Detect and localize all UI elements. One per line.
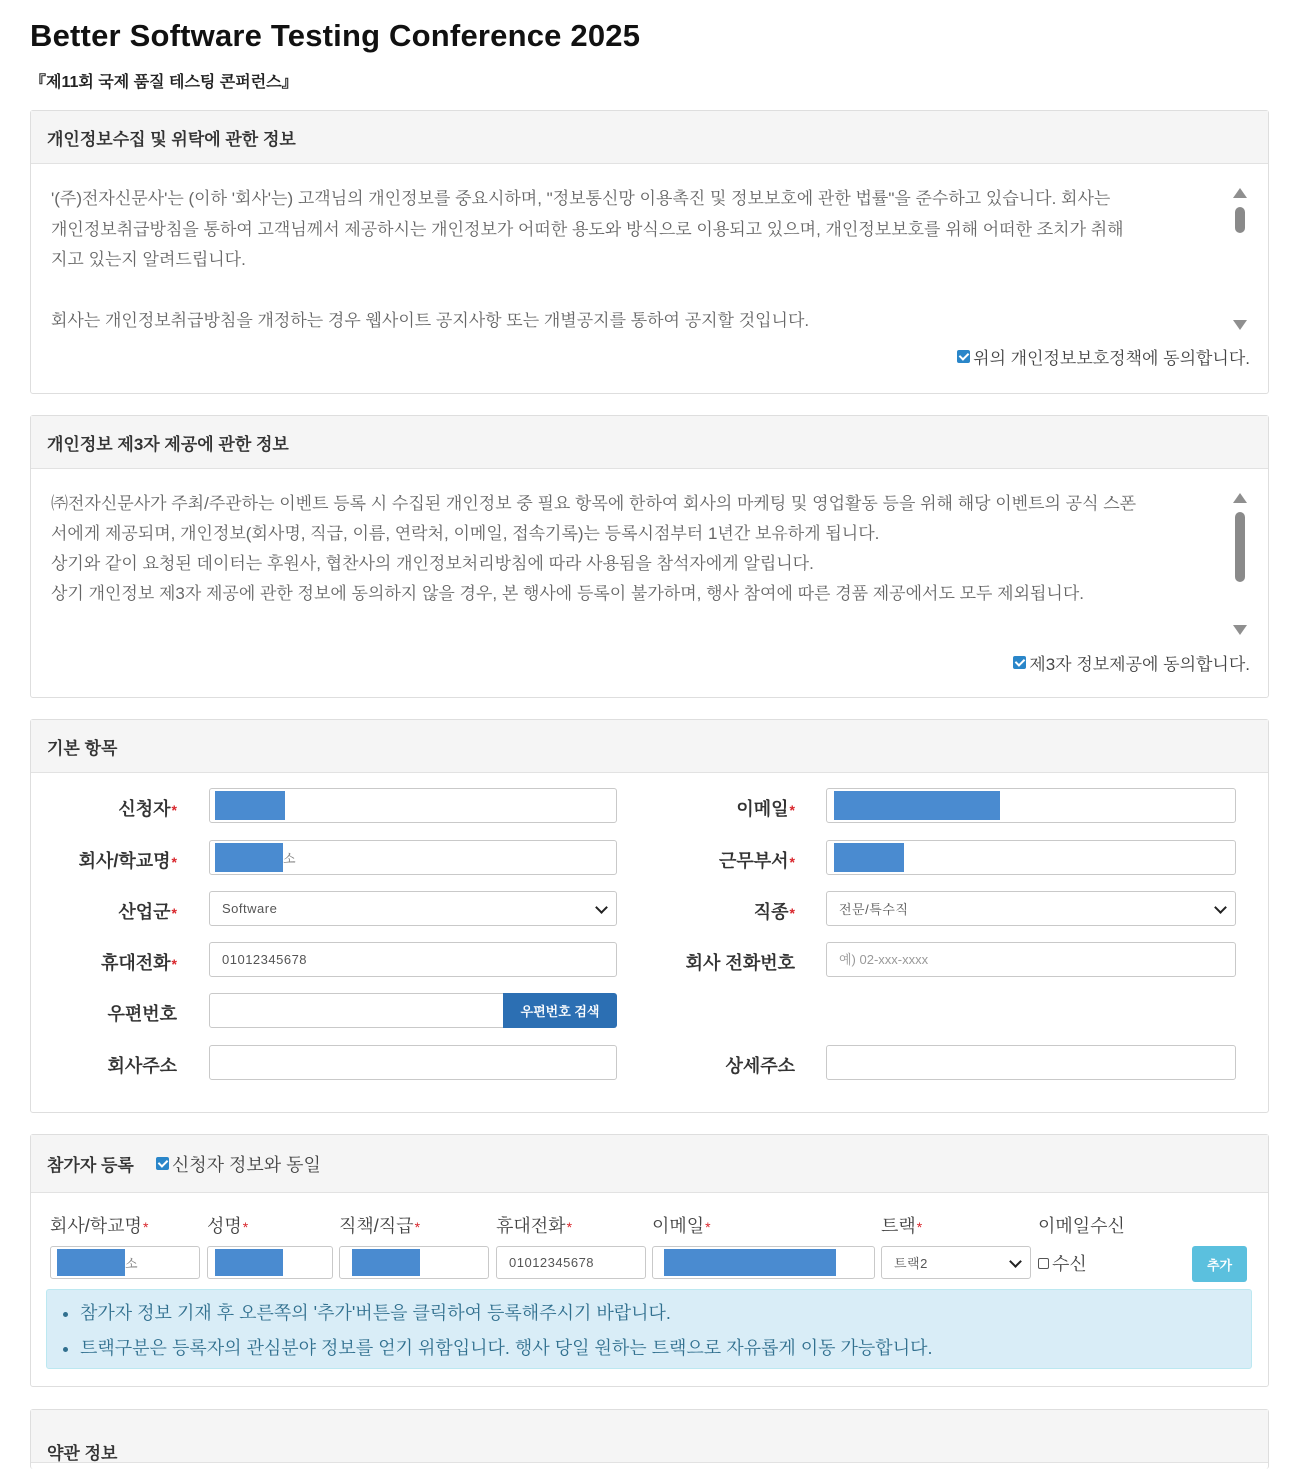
info-note: • 트랙구분은 등록자의 관심분야 정보를 얻기 위함입니다. 행사 당일 원하는 트랙으로 자유롭게 이동 가능합니다. <box>80 1331 1251 1366</box>
third-party-panel <box>30 415 1269 698</box>
col-company-label: 회사/학교명* <box>50 1216 149 1236</box>
checkbox-checked-icon[interactable] <box>1013 656 1026 669</box>
page-title: Better Software Testing Conference 2025 <box>30 18 641 53</box>
chevron-down-icon <box>1214 901 1227 914</box>
col-email-label: 이메일* <box>652 1216 711 1236</box>
checkbox-checked-icon[interactable] <box>957 350 970 363</box>
required-mark: * <box>789 905 795 921</box>
redacted-value <box>352 1249 420 1276</box>
company-phone-input[interactable] <box>826 942 1236 977</box>
privacy-agree-label: 위의 개인정보보호정책에 동의합니다. <box>973 349 1250 368</box>
job-type-selected-value: 전문/특수직 <box>839 902 909 917</box>
required-mark: * <box>171 956 177 972</box>
col-position-label: 직책/직급* <box>339 1216 421 1236</box>
zip-search-button[interactable]: 우편번호 검색 <box>503 993 617 1028</box>
redacted-value <box>57 1249 125 1276</box>
policy-line: 상기 개인정보 제3자 제공에 관한 정보에 동의하지 않을 경우, 본 행사에 등록이 불가하며, 행사 참여에 따른 경품 제공에서도 모두 제외됩니다. <box>51 584 1084 603</box>
participants-title: 참가자 등록 <box>47 1156 134 1175</box>
required-mark: * <box>242 1219 249 1235</box>
required-mark: * <box>414 1219 421 1235</box>
company-label: 회사/학교명* <box>78 851 177 871</box>
required-mark: * <box>171 802 177 818</box>
required-mark: * <box>142 1219 149 1235</box>
third-party-panel-heading: 개인정보 제3자 제공에 관한 정보 <box>31 416 1268 469</box>
mobile-input[interactable] <box>209 942 617 977</box>
email-receive-label: 수신 <box>1052 1254 1087 1274</box>
participant-email-input[interactable] <box>652 1246 875 1279</box>
third-party-agree-label: 제3자 정보제공에 동의합니다. <box>1029 655 1250 674</box>
chevron-down-icon <box>595 901 608 914</box>
scroll-thumb[interactable] <box>1235 512 1245 582</box>
chevron-down-icon <box>1009 1255 1022 1268</box>
third-party-policy-text[interactable] <box>51 489 1228 629</box>
add-participant-button[interactable]: 추가 <box>1192 1246 1247 1282</box>
scroll-up-arrow-icon[interactable] <box>1233 188 1247 198</box>
policy-line: 서에게 제공되며, 개인정보(회사명, 직급, 이름, 연락처, 이메일, 접속기록)는 등록시점부터 1년간 보유하게 됩니다. <box>51 524 880 543</box>
policy-line: '(주)전자신문사'는 (이하 '회사'는) 고객님의 개인정보를 중요시하며, "정보통신망 이용촉진 및 정보보호에 관한 법률"을 준수하고 있습니다. 회사는 <box>51 189 1111 208</box>
col-mobile-label: 휴대전화* <box>496 1216 573 1236</box>
page-subtitle: 『제11회 국제 품질 테스팅 콘퍼런스』 <box>30 74 298 91</box>
participant-name-input[interactable] <box>207 1246 333 1279</box>
mobile-label: 휴대전화* <box>100 953 177 973</box>
required-mark: * <box>789 854 795 870</box>
company-input[interactable] <box>209 840 617 875</box>
email-receive-checkbox[interactable] <box>1038 1250 1087 1276</box>
privacy-policy-text[interactable] <box>51 184 1206 344</box>
address-input[interactable] <box>209 1045 617 1080</box>
scroll-down-arrow-icon[interactable] <box>1233 625 1247 635</box>
col-track-label: 트랙* <box>881 1216 923 1236</box>
privacy-panel <box>30 110 1269 394</box>
redacted-value <box>215 1249 283 1276</box>
required-mark: * <box>705 1219 711 1235</box>
policy-line: 회사는 개인정보취급방침을 개정하는 경우 웹사이트 공지사항 또는 개별공지를 통하여 공지할 것입니다. <box>51 311 810 330</box>
detail-address-input[interactable] <box>826 1045 1236 1080</box>
participant-position-input[interactable] <box>339 1246 489 1279</box>
mobile-input-value: 01012345678 <box>222 952 308 967</box>
required-mark: * <box>916 1219 923 1235</box>
participant-info-notice <box>46 1289 1252 1369</box>
checkbox-checked-icon[interactable] <box>156 1157 169 1170</box>
applicant-label: 신청자* <box>118 799 177 819</box>
policy-line: 지고 있는지 알려드립니다. <box>51 250 246 269</box>
privacy-agree-checkbox[interactable] <box>957 344 1250 369</box>
policy-line: 상기와 같이 요청된 데이터는 후원사, 협찬사의 개인정보처리방침에 따라 사용됨을 참석자에게 알립니다. <box>51 554 814 573</box>
participant-track-value: 트랙2 <box>894 1256 928 1271</box>
col-email-receive-label: 이메일수신 <box>1038 1216 1125 1236</box>
email-label: 이메일* <box>736 799 795 819</box>
redacted-value <box>215 791 285 820</box>
company-phone-field[interactable] <box>839 952 1223 967</box>
checkbox-unchecked-icon[interactable] <box>1038 1258 1049 1269</box>
industry-select[interactable] <box>209 891 617 926</box>
department-label: 근무부서* <box>718 851 795 871</box>
scroll-up-arrow-icon[interactable] <box>1233 493 1247 503</box>
zip-label: 우편번호 <box>107 1004 177 1024</box>
required-mark: * <box>171 905 177 921</box>
policy-line: 개인정보취급방침을 통하여 고객님께서 제공하시는 개인정보가 어떠한 용도와 방식으로 이용되고 있으며, 개인정보보호를 위해 어떠한 조치가 취해 <box>51 219 1124 239</box>
company-phone-label: 회사 전화번호 <box>685 953 795 973</box>
email-input[interactable] <box>826 788 1236 823</box>
industry-selected-value: Software <box>222 901 278 916</box>
redacted-value <box>834 791 1000 820</box>
info-note: • 참가자 정보 기재 후 오른쪽의 '추가'버튼을 클릭하여 등록해주시기 바랍니다. <box>80 1296 1251 1331</box>
same-as-applicant-label: 신청자 정보와 동일 <box>171 1154 321 1175</box>
privacy-scrollbar[interactable] <box>1232 188 1246 330</box>
applicant-input[interactable] <box>209 788 617 823</box>
zip-input[interactable] <box>209 993 505 1028</box>
same-as-applicant-checkbox[interactable] <box>156 1151 321 1177</box>
required-mark: * <box>566 1219 573 1235</box>
redacted-value <box>664 1249 836 1276</box>
terms-heading: 약관 정보 <box>31 1410 1268 1463</box>
participant-mobile-value: 01012345678 <box>509 1255 595 1270</box>
job-type-label: 직종* <box>753 902 795 922</box>
redacted-value <box>834 843 904 872</box>
scroll-thumb[interactable] <box>1235 207 1245 233</box>
participants-heading <box>31 1135 1268 1193</box>
department-input[interactable] <box>826 840 1236 875</box>
required-mark: * <box>171 854 177 870</box>
participant-company-input[interactable] <box>50 1246 200 1279</box>
detail-address-label: 상세주소 <box>725 1056 795 1076</box>
policy-line <box>51 276 1206 307</box>
third-party-scrollbar[interactable] <box>1232 493 1246 635</box>
terms-panel <box>30 1409 1269 1469</box>
required-mark: * <box>789 802 795 818</box>
scroll-down-arrow-icon[interactable] <box>1233 320 1247 330</box>
job-type-select[interactable] <box>826 891 1236 926</box>
company-input-suffix: 소 <box>283 851 297 866</box>
industry-label: 산업군* <box>118 902 177 922</box>
basic-info-heading: 기본 항목 <box>31 720 1268 773</box>
participant-mobile-input[interactable] <box>496 1246 646 1279</box>
participant-track-select[interactable] <box>881 1246 1031 1279</box>
redacted-value <box>215 843 283 872</box>
col-name-label: 성명* <box>207 1216 249 1236</box>
privacy-panel-heading: 개인정보수집 및 위탁에 관한 정보 <box>31 111 1268 164</box>
policy-line: ㈜전자신문사가 주최/주관하는 이벤트 등록 시 수집된 개인정보 중 필요 항목에 한하여 회사의 마케팅 및 영업활동 등을 위해 해당 이벤트의 공식 스폰 <box>51 494 1137 513</box>
address-label: 회사주소 <box>107 1056 177 1076</box>
third-party-agree-checkbox[interactable] <box>1013 650 1250 675</box>
participant-company-suffix: 소 <box>125 1256 139 1271</box>
